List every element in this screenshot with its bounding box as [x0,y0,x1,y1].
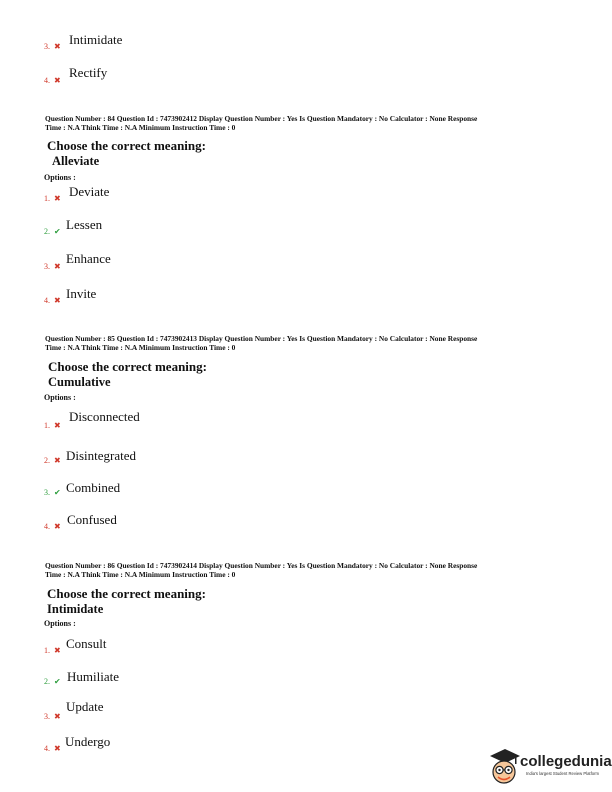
option-text: Confused [67,512,117,527]
option-number: 1. ✖ [44,646,61,655]
question-meta [45,334,570,352]
meta-line: Time : N.A Think Time : N.A Minimum Instruction Time : 0 [45,123,236,132]
option-number: 3. ✖ [44,42,61,51]
cross-icon: ✖ [54,456,61,465]
logo-name: collegedunia [520,753,612,770]
graduate-mascot-icon [488,747,522,789]
option-number: 2. ✔ [44,677,61,686]
collegedunia-logo [488,747,610,789]
option-text: Disconnected [69,409,140,424]
cross-icon: ✖ [54,296,61,305]
option-text: Combined [66,480,121,495]
option-number: 4. ✖ [44,76,61,85]
options-label: Options : [44,173,76,182]
question-instruction: Choose the correct meaning: [47,138,206,153]
option-text: Consult [66,636,107,651]
options-label: Options : [44,393,76,402]
option-text: Disintegrated [66,448,137,463]
option-number: 2. ✔ [44,227,61,236]
option-number: 3. ✖ [44,712,61,721]
option-text: Lessen [66,217,103,232]
question-instruction: Choose the correct meaning: [47,586,206,601]
options-label: Options : [44,619,76,628]
option-text: Rectify [69,65,108,80]
option-number: 1. ✖ [44,194,61,203]
meta-line: Time : N.A Think Time : N.A Minimum Instruction Time : 0 [45,570,236,579]
cross-icon: ✖ [54,421,61,430]
question-word: Alleviate [52,154,100,168]
option-text: Intimidate [69,32,123,47]
option-number: 2. ✖ [44,456,61,465]
check-icon: ✔ [54,488,61,497]
meta-line: Question Number : 86 Question Id : 7473902414 Display Question Number : Yes Is Question Mandatory : No Calculator : None Response [45,561,478,570]
cross-icon: ✖ [54,76,61,85]
meta-line: Question Number : 84 Question Id : 7473902412 Display Question Number : Yes Is Question Mandatory : No Calculator : None Response [45,114,478,123]
option-text: Undergo [65,734,111,749]
option-number: 3. ✔ [44,488,61,497]
option-number: 1. ✖ [44,421,61,430]
option-text: Update [66,699,104,714]
option-number: 4. ✖ [44,522,61,531]
check-icon: ✔ [54,227,61,236]
option-number: 3. ✖ [44,262,61,271]
option-text: Enhance [66,251,111,266]
meta-line: Question Number : 85 Question Id : 7473902413 Display Question Number : Yes Is Question Mandatory : No Calculator : None Response [45,334,478,343]
option-text: Deviate [69,184,110,199]
question-meta [45,561,570,579]
cross-icon: ✖ [54,42,61,51]
cross-icon: ✖ [54,522,61,531]
option-text: Invite [66,286,97,301]
cross-icon: ✖ [54,194,61,203]
option-number: 4. ✖ [44,296,61,305]
cross-icon: ✖ [54,262,61,271]
cross-icon: ✖ [54,712,61,721]
question-instruction: Choose the correct meaning: [48,359,207,374]
cross-icon: ✖ [54,744,61,753]
question-word: Intimidate [47,602,104,616]
option-text: Humiliate [67,669,119,684]
check-icon: ✔ [54,677,61,686]
question-meta [45,114,570,132]
meta-line: Time : N.A Think Time : N.A Minimum Instruction Time : 0 [45,343,236,352]
cross-icon: ✖ [54,646,61,655]
logo-tagline: India's largest Student Review Platform [526,771,599,776]
option-number: 4. ✖ [44,744,61,753]
question-word: Cumulative [48,375,111,389]
